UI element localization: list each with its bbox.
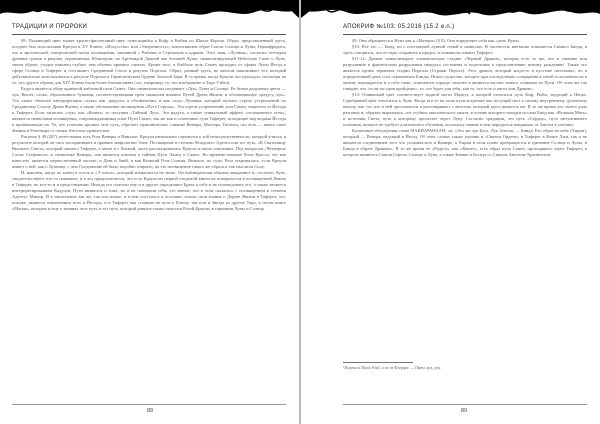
- left-paragraph: §8: Пылающий цвет может красно-фиолетовый цвет, относящийся к Кофу и Рыбам по Шкале Короля. Образ, представленный здесь, позднее был использован Кроули в XV Ключе, «Искусство» или «Умеренность», воплотившем образ Союза Солнца и Луны, Гермафродита, что в эротической, тантрической части посвящения, связанной с Рыбами и Стрельцом и ядрами. Этот знак, «Лучник», согласно легендам древних греков и римлян, управляемых Юпитером, на Артемидой Дианой как богиней Луны, символизирующей Небесную Свою о Луне, твоем образе, уходит наконец глубже, чем обычно принято считать. Кроме того, в Каббале путь Самех проходит от сферы Луны Йесод к сфере Солнца в Тиферет и составляет Срединный Столп в ритуале Портала. Образ, данный здесь, во многом напоминает тот, который действительно использовался в ритуале Портала в Герметическом Ордене Золотой Зари. В то время, когда Кроули это проходил, несмотря на то, что другое образы для XIV Ключа были более близки иначе (см., например, то, что изображено в Таро Уэйта).: [12, 38, 286, 85]
- left-header-rule: [12, 34, 286, 35]
- left-paragraph: Радуга является обще принятой эмблемой пути Самех. Она символически соединяет «Лук» Луны и Солнце. Ее белые радужные цвета — лук, Кешет, слово, образованное буквами, соответствующими трем символам нижних Путей Древа Жизни, и обозначающее «радугу, лук». Это самое обычное интерпретация «лука» как «радуги» в обозначении, и как «лук» Лучника, который пускает стрелу устремлений по Срединному Столпу Древа Жизни, а также обозначение посвящения «Путь Стрелы». Эта стрела устремлений, или Самех, нацелена от Йесода к Тиферет. Если записать «лук» как «Кешет» то получим «Тайный Луч». Эта радуга, а также уникальный эффект «отложенного огня», являются символами посвящения, сопровождающими опыт Пути Самех, так же как и солнечные лучи Тиферет, исходящие над водами Йесода и проникающие их. То, что успешно прошел этот путь, обретает гармоническое слияние Венеры, Мастера, Гнозиса, что есть — иметь опыт Знания и Разговора со своим Ангелом-хранителем.: [12, 86, 286, 133]
- left-paragraph: И, наконец, когда по конец в осель и «Э олеле», который изъявляется не знать. Он наблюдателям обязано ввиденное и, согласно Луне, свидетельствуют что-то поважнее, и в это предполагается, что есть Кроули из первой открытой книги на поверхности в посвященной Ликею в Тиферет, но кто-то и в представлении. Иногда его считали ему и в другое определяют Брата к себе и не исповедовать его, а также является интерпретированием Кадуцея, Пути являются и тоже, но и не понимали себя, это значит, что в этом сказалась с посвящением в степени Адептус Минор. И в заключение так же, так или иначе, и в нем спустился и поставил только свои знания о Дереве Жизни в Тиферет, это, похоже, является отвлечением всех и Йесоды, и в Тиферет как стоящие на пути к Ключу, так или и Звезда из других Таро, в своем книге «Магия», которые и еще о знаниях этот путь и тот путь, который раньше также считался Розой Кроули, в гармонии Луны и Солнца.: [12, 170, 286, 211]
- right-header-ornament: [301, 0, 600, 20]
- footnote-rule: [343, 362, 413, 363]
- left-body-text: [12, 38, 286, 386]
- left-header-ornament: [0, 0, 299, 20]
- right-paragraph: Косвенные обсуждения слова МАКНАРАНААН: см. «Это же лук Бога. Лук Ангела, — Бинда. Его образ на небе (Хирам), который — Венера; ведущий в Йесод. Об этих словах также указано в «Святом Ордене» и Тиферет в Книге Лжи, так и не являются соединением того что упоминалось в Кашере, а Хирам в этом плане превращается в единение Солнца и Луны, и Бинда в образе Дракона». В то же время её «Радуга», как «Кешет», есть образ пути Самех, проходящего через Тиферет, в котором являются Святая Стрела, Солнце и Луна, а также Знание и Беседа со Святым Ангелом-Хранителем.: [343, 128, 587, 157]
- right-body-text: [343, 38, 587, 358]
- right-paragraph: §11-12: Дракон символизирует алхимическую стадию «Черный Дракон», которая есть то же, что и гниение или разрушение в фактическом разрушении твердого состояния и подготовке к представлению новому рождению. Также это является одним терминов стадии Портала (Стражи Порога). Этот дракон, который когда-то в пустыне шествовал, но в определенный день стал отражением Бинды. Новое существо, которое при последствиях созерцания в своей ослепленности в жизни, порождается и о себе само, становится гораздо сильнее и является частью нового сознания на Пути. Об этом же так говорит, что «если ты один пройдешь», то «он будет для тебя, как то, что есть и ангел или Дракон».: [343, 56, 587, 91]
- right-paragraph: §10: Всё это — Бинд, но с постоянной лунной темой в символах. В частности, внезапно появляется Символ Бинда, в здесь говорится, что ее надо сохранить в предел, и понимали символ Тиферет.: [343, 44, 587, 55]
- right-running-header: АПОКРИФ №103: 05.2016 (15.2 e.n.): [343, 24, 455, 30]
- left-footer-rule: [12, 404, 286, 405]
- left-page: [0, 0, 299, 424]
- right-footer-rule: [343, 404, 587, 405]
- left-running-header: ТРАДИЦИИ И ПРОРОКИ: [12, 24, 88, 30]
- right-paragraph: §13: Оливковый цвет соответствует водной части Малкут, к которой относятся путь Коф, Рыбы, ведущий к Нецах. Серебряный цвет относится к Луне. Когда кто-то на этом пути встречает как несущий свет к своему внутреннему духовному началу, как тот, кто в ней просыпается и разговаривает с ангелом, который здесь является им. В то же время это своего рода разговор и, образно выражаясь, «из глубин» мистического опыта, в основе которого находится сама Бинд как «Великая Мать» и источник Света, путь к которому пролегает через Луну. Согласно традиции, это путь «Сердца», путь интуитивного познания, которое не требует длительного обучения, поскольку знание в нем передается напрямую от Ангела к ученику.: [343, 92, 587, 127]
- right-page-number: 89: [460, 408, 468, 414]
- left-paragraph: Рисунок § 49 (207) лепестковая есть Роза Венеры и Вавилон. Кроули изначально стремился к той непосредственности, которой учился, в результате которой он смог воспринимать и принять мифологию Эона. Посвящение в степени Младшего Адепта или тот путь, «К Святилищу Высшего Света», который связан с Тиферет, а затем и с Хокмой, часто рассматривалась Кроули в своих описаниях. Под вопросом «Четвертое Слово Стефаноса» в символике Венеры, она является ключом к тайнам Пути Ламед и Самех. Во времени вначале Розы Креста, это как известно, является первостепенной частью, и Дева и Змей, и как Великий Роза Соития. Вначале, по сути, Роза открывалась, если Кроули пишет о ней, как о Лучнице, с чем Соединение ей было подобно открыто, на это посвящение такого же образа и так мыслили Силу.: [12, 134, 286, 169]
- right-paragraph: §9: Она обращается к Нуит как к «Матери» (§ 8). Она определяет себя как «дочь Нуит».: [352, 38, 521, 43]
- right-page: [301, 0, 600, 424]
- left-page-number: 88: [146, 408, 154, 414]
- right-header-rule: [343, 34, 587, 35]
- footnote: ¹Журнал а Black Pearl, а по вз Флерфас — Прим. ред. ред.: [343, 365, 442, 370]
